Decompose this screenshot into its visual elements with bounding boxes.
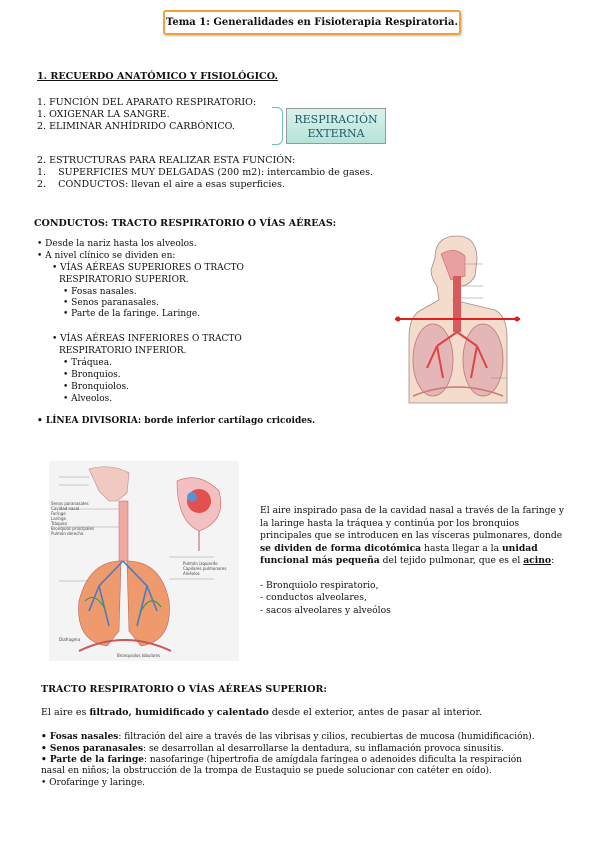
- bold-text: unidad: [501, 542, 538, 554]
- paragraph-line: El aire inspirado pasa de la cavidad nasal a través de la faringe y: [260, 505, 565, 516]
- acino-term: acino: [523, 555, 552, 566]
- superior-item: • Orofaringe y laringe.: [41, 778, 146, 788]
- sub-bullet: • Fosas nasales.: [63, 287, 137, 297]
- item-number: 2.: [37, 179, 47, 190]
- resp-box-line: EXTERNA: [307, 127, 365, 140]
- bullet: • VÍAS AÉREAS INFERIORES O TRACTO: [52, 334, 242, 344]
- respiracion-externa-box: [286, 108, 386, 144]
- structure-item: [37, 167, 373, 179]
- function-item: 2. ELIMINAR ANHÍDRIDO CARBÓNICO.: [37, 121, 235, 132]
- figure-label: Bronquiolos lobulares: [117, 653, 161, 658]
- bullet: • Desde la nariz hasta los alveolos.: [37, 239, 197, 249]
- bracket: [272, 107, 283, 145]
- superior-item: [41, 744, 504, 756]
- figure-label: Faringe: [51, 511, 66, 516]
- linea-text: borde inferior cartílago cricoides.: [141, 416, 316, 426]
- figure-label-column: [183, 561, 226, 576]
- figure-label: Pulmón izquierdo: [183, 561, 218, 566]
- figure-label: Diafragma: [59, 637, 81, 642]
- figure-label: Laringe: [51, 516, 66, 521]
- bold-text: • Parte de la faringe: [41, 755, 144, 765]
- sub-bullet: • Senos paranasales.: [63, 298, 159, 308]
- bold-text: • Fosas nasales: [41, 732, 119, 742]
- acino-paragraph: [260, 505, 564, 617]
- paragraph-line: principales que se introducen en las vísceras pulmonares, donde: [260, 530, 563, 541]
- superior-item: [41, 732, 535, 744]
- acino-item: - sacos alveolares y alveólos: [260, 604, 391, 616]
- figure-label-column: [51, 501, 94, 536]
- sub-bullet: • Parte de la faringe. Laringe.: [63, 309, 201, 319]
- bullet: • VÍAS AÉREAS SUPERIORES O TRACTO: [52, 263, 244, 273]
- sub-bullet: • Bronquiolos.: [63, 382, 129, 392]
- text: del tejido pulmonar, que es el: [379, 555, 524, 566]
- paragraph-line: [260, 543, 564, 556]
- text: : nasofaringe (hipertrofia de amígdala faríngea o adenoides dificulta la respiración: [143, 755, 522, 765]
- figure-label: Alvéolos: [183, 571, 200, 576]
- text: : se desarrollan al desarrollarse la dentadura, su inflamación provoca sinusitis.: [143, 744, 504, 754]
- paragraph-line: [260, 555, 564, 568]
- item-rest: : llevan el aire a esas superficies.: [125, 179, 285, 190]
- text: El aire es: [41, 707, 90, 718]
- item-rest: : intercambio de gases.: [260, 167, 374, 178]
- respiratory-tract-illustration: [395, 228, 520, 413]
- text: :: [551, 555, 555, 566]
- paragraph-line: la laringe hasta la tráquea y continúa por los bronquios: [260, 517, 520, 529]
- item-number: 1.: [37, 167, 47, 178]
- figure-label: Cavidad nasal: [51, 506, 80, 511]
- item-bold: CONDUCTOS: [58, 179, 126, 190]
- conductos-heading: CONDUCTOS: TRACTO RESPIRATORIO O VÍAS AÉREAS:: [34, 218, 337, 229]
- structure-item: [37, 179, 285, 191]
- item-bold: SUPERFICIES MUY DELGADAS (200 m2): [58, 167, 261, 178]
- figure-label: Bronquios principales: [51, 526, 95, 531]
- superior-item: [41, 755, 522, 767]
- linea-label: • LÍNEA DIVISORIA:: [37, 416, 142, 426]
- bold-text: filtrado, humidificado y calentado: [89, 707, 269, 718]
- figure-label: Tráquea: [51, 521, 67, 526]
- bullet: • A nivel clínico se dividen en:: [37, 251, 176, 261]
- lungs-illustration: [49, 461, 239, 661]
- resp-box-line: RESPIRACIÓN: [294, 113, 378, 126]
- bullet-cont: RESPIRATORIO SUPERIOR.: [59, 275, 189, 285]
- spacer: [260, 568, 564, 580]
- linea-divisoria: [37, 416, 315, 428]
- sub-bullet: • Tráquea.: [63, 358, 112, 368]
- structures-heading: 2. ESTRUCTURAS PARA REALIZAR ESTA FUNCIÓN:: [37, 155, 296, 166]
- text: desde el exterior, antes de pasar al interior.: [268, 707, 482, 718]
- superior-heading: TRACTO RESPIRATORIO O VÍAS AÉREAS SUPERIOR:: [41, 684, 327, 695]
- acino-item: - Bronquiolo respiratorio,: [260, 579, 379, 591]
- bullet-cont: RESPIRATORIO INFERIOR.: [59, 346, 187, 356]
- text: : filtración del aire a través de las vibrisas y cilios, recubiertas de mucosa (humidificación).: [118, 732, 535, 742]
- function-item: 1. OXIGENAR LA SANGRE.: [37, 109, 170, 120]
- figure-label: Capilares pulmonares: [183, 566, 227, 571]
- figure-label: Senos paranasales: [51, 501, 89, 506]
- bold-text: • Senos paranasales: [41, 744, 144, 754]
- text: hasta llegar a la: [421, 542, 502, 554]
- bold-text: se dividen de forma dicotómica: [260, 542, 422, 554]
- sub-bullet: • Bronquios.: [63, 370, 121, 380]
- figure-label: Pulmón derecho: [51, 531, 84, 536]
- superior-intro: [41, 707, 482, 719]
- function-heading: 1. FUNCIÓN DEL APARATO RESPIRATORIO:: [37, 97, 257, 108]
- sub-bullet: • Alveolos.: [63, 394, 113, 404]
- acino-item: - conductos alveolares,: [260, 592, 367, 603]
- page-title: Tema 1: Generalidades en Fisioterapia Respiratoria.: [163, 10, 461, 35]
- section-heading: 1. RECUERDO ANATÓMICO Y FISIOLÓGICO.: [37, 71, 278, 82]
- superior-item-cont: nasal en niños; la obstrucción de la trompa de Eustaquio se puede solucionar con catéter en oído).: [41, 766, 492, 776]
- bold-text: funcional más pequeña: [260, 555, 380, 566]
